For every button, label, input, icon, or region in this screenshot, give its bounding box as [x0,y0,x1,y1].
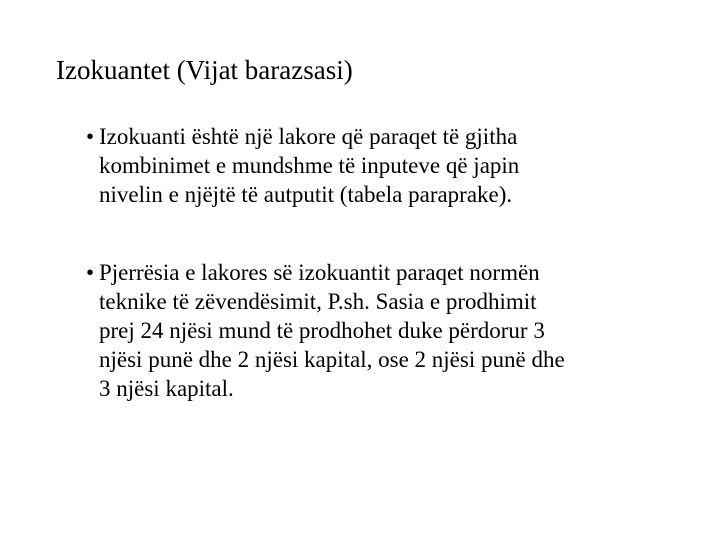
bullet-item-isoquant-slope [86,258,686,403]
bullet-icon: • [86,124,95,149]
bullet-icon: • [86,260,95,285]
bullet-line: kombinimet e mundshme të inputeve që japin [99,153,520,178]
bullet-line: nivelin e njëjtë të autputit (tabela paraprake). [99,182,513,207]
bullet-line: 3 njësi kapital. [99,376,234,401]
bullet-text: Izokuanti është një lakore që paraqet të gjitha [99,124,518,149]
slide-title: Izokuantet (Vijat barazsasi) [56,55,353,85]
bullet-line: prej 24 njësi mund të prodhohet duke përdorur 3 [99,318,545,343]
bullet-line: njësi punë dhe 2 njësi kapital, ose 2 njësi punë dhe [99,347,565,372]
bullet-text: Pjerrësia e lakores së izokuantit paraqet normën [99,260,540,285]
bullet-line: teknike të zëvendësimit, P.sh. Sasia e prodhimit [99,289,537,314]
bullet-line [86,122,686,151]
bullet-line [86,258,686,287]
bullet-item-isoquant-definition [86,122,686,209]
